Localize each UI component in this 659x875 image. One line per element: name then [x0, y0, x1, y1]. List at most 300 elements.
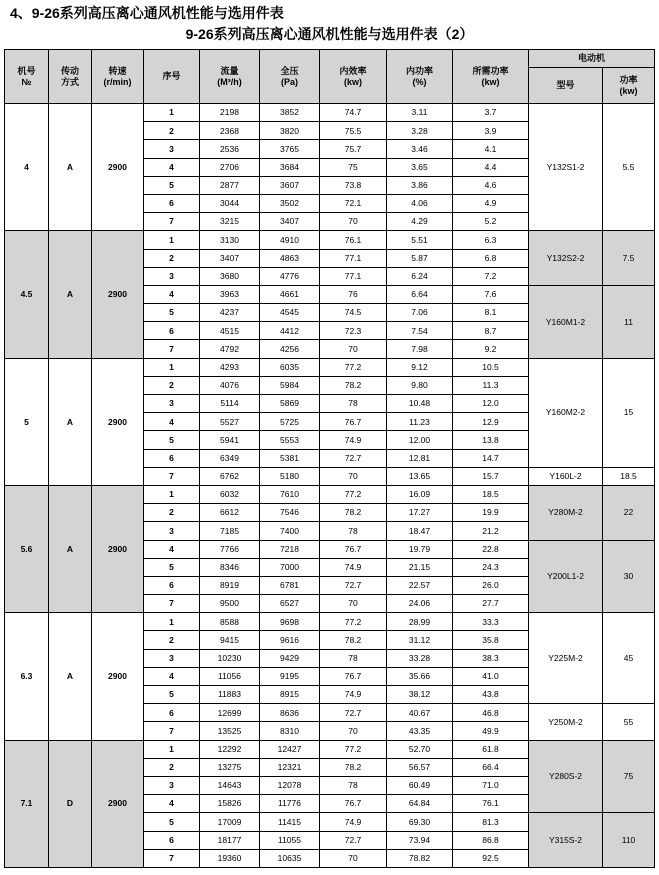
flow-cell: 5114: [200, 395, 260, 413]
model-no-cell: 4: [5, 104, 49, 231]
pressure-cell: 9698: [260, 613, 320, 631]
row-index: 6: [144, 576, 200, 594]
row-index: 6: [144, 449, 200, 467]
internal-power-cell: 6.64: [387, 285, 453, 303]
motor-model-cell: Y200L1-2: [529, 540, 603, 613]
flow-cell: 6762: [200, 467, 260, 485]
required-power-cell: 33.3: [453, 613, 529, 631]
required-power-cell: 4.4: [453, 158, 529, 176]
row-index: 1: [144, 485, 200, 503]
row-index: 3: [144, 395, 200, 413]
pressure-cell: 7546: [260, 504, 320, 522]
internal-efficiency-cell: 72.7: [320, 831, 387, 849]
internal-power-cell: 19.79: [387, 540, 453, 558]
motor-model-cell: Y225M-2: [529, 613, 603, 704]
pressure-cell: 3820: [260, 122, 320, 140]
motor-model-cell: Y315S-2: [529, 813, 603, 868]
flow-cell: 6349: [200, 449, 260, 467]
row-index: 7: [144, 467, 200, 485]
row-index: 5: [144, 176, 200, 194]
flow-cell: 18177: [200, 831, 260, 849]
motor-power-cell: 5.5: [603, 104, 655, 231]
flow-cell: 13525: [200, 722, 260, 740]
internal-efficiency-cell: 70: [320, 213, 387, 231]
pressure-cell: 4256: [260, 340, 320, 358]
table-row: [5, 231, 655, 249]
internal-power-cell: 73.94: [387, 831, 453, 849]
flow-cell: 3407: [200, 249, 260, 267]
required-power-cell: 5.2: [453, 213, 529, 231]
flow-cell: 15826: [200, 795, 260, 813]
internal-power-cell: 7.06: [387, 304, 453, 322]
required-power-cell: 71.0: [453, 776, 529, 794]
internal-power-cell: 24.06: [387, 595, 453, 613]
pressure-cell: 7400: [260, 522, 320, 540]
row-index: 5: [144, 304, 200, 322]
flow-cell: 6612: [200, 504, 260, 522]
flow-cell: 6032: [200, 485, 260, 503]
speed-cell: 2900: [92, 613, 144, 740]
internal-efficiency-cell: 78.2: [320, 376, 387, 394]
required-power-cell: 46.8: [453, 704, 529, 722]
internal-efficiency-cell: 72.7: [320, 449, 387, 467]
flow-cell: 9500: [200, 595, 260, 613]
row-index: 2: [144, 122, 200, 140]
required-power-cell: 6.8: [453, 249, 529, 267]
internal-efficiency-cell: 76: [320, 285, 387, 303]
row-index: 1: [144, 231, 200, 249]
flow-cell: 4237: [200, 304, 260, 322]
row-index: 2: [144, 249, 200, 267]
required-power-cell: 6.3: [453, 231, 529, 249]
pressure-cell: 8310: [260, 722, 320, 740]
internal-efficiency-cell: 78: [320, 776, 387, 794]
row-index: 3: [144, 776, 200, 794]
motor-power-cell: 110: [603, 813, 655, 868]
internal-efficiency-cell: 73.8: [320, 176, 387, 194]
header-internal-power: 内功率 (%): [387, 50, 453, 104]
motor-model-cell: Y280M-2: [529, 485, 603, 540]
table-row: [5, 358, 655, 376]
row-index: 4: [144, 667, 200, 685]
flow-cell: 8588: [200, 613, 260, 631]
internal-efficiency-cell: 70: [320, 849, 387, 867]
internal-efficiency-cell: 77.2: [320, 485, 387, 503]
internal-power-cell: 18.47: [387, 522, 453, 540]
row-index: 3: [144, 522, 200, 540]
drive-cell: A: [49, 613, 92, 740]
row-index: 7: [144, 595, 200, 613]
internal-power-cell: 7.98: [387, 340, 453, 358]
speed-cell: 2900: [92, 740, 144, 867]
internal-power-cell: 64.84: [387, 795, 453, 813]
speed-cell: 2900: [92, 358, 144, 485]
internal-efficiency-cell: 76.7: [320, 667, 387, 685]
row-index: 4: [144, 540, 200, 558]
flow-cell: 11056: [200, 667, 260, 685]
required-power-cell: 43.8: [453, 686, 529, 704]
internal-efficiency-cell: 74.9: [320, 813, 387, 831]
required-power-cell: 76.1: [453, 795, 529, 813]
row-index: 5: [144, 431, 200, 449]
internal-power-cell: 12.00: [387, 431, 453, 449]
row-index: 5: [144, 813, 200, 831]
internal-power-cell: 12.81: [387, 449, 453, 467]
model-no-cell: 5: [5, 358, 49, 485]
internal-efficiency-cell: 72.3: [320, 322, 387, 340]
pressure-cell: 10635: [260, 849, 320, 867]
required-power-cell: 81.3: [453, 813, 529, 831]
required-power-cell: 21.2: [453, 522, 529, 540]
internal-efficiency-cell: 77.1: [320, 267, 387, 285]
pressure-cell: 5869: [260, 395, 320, 413]
pressure-cell: 4545: [260, 304, 320, 322]
internal-efficiency-cell: 70: [320, 467, 387, 485]
motor-power-cell: 11: [603, 285, 655, 358]
internal-efficiency-cell: 76.7: [320, 413, 387, 431]
internal-efficiency-cell: 78: [320, 395, 387, 413]
flow-cell: 2198: [200, 104, 260, 122]
internal-efficiency-cell: 72.1: [320, 194, 387, 212]
motor-power-cell: 55: [603, 704, 655, 740]
header-flow: 流量 (M³/h): [200, 50, 260, 104]
internal-power-cell: 13.65: [387, 467, 453, 485]
internal-power-cell: 40.67: [387, 704, 453, 722]
flow-cell: 8346: [200, 558, 260, 576]
internal-power-cell: 4.29: [387, 213, 453, 231]
flow-cell: 10230: [200, 649, 260, 667]
flow-cell: 3963: [200, 285, 260, 303]
required-power-cell: 8.7: [453, 322, 529, 340]
internal-power-cell: 31.12: [387, 631, 453, 649]
internal-power-cell: 21.15: [387, 558, 453, 576]
internal-efficiency-cell: 77.1: [320, 249, 387, 267]
internal-efficiency-cell: 77.2: [320, 358, 387, 376]
motor-model-cell: Y132S1-2: [529, 104, 603, 231]
required-power-cell: 14.7: [453, 449, 529, 467]
flow-cell: 2368: [200, 122, 260, 140]
row-index: 1: [144, 613, 200, 631]
flow-cell: 2706: [200, 158, 260, 176]
flow-cell: 4792: [200, 340, 260, 358]
flow-cell: 5941: [200, 431, 260, 449]
row-index: 7: [144, 849, 200, 867]
required-power-cell: 35.8: [453, 631, 529, 649]
motor-model-cell: Y160M1-2: [529, 285, 603, 358]
pressure-cell: 9616: [260, 631, 320, 649]
required-power-cell: 3.9: [453, 122, 529, 140]
pressure-cell: 4863: [260, 249, 320, 267]
page-heading: 4、9-26系列高压离心通风机性能与选用件表: [10, 5, 284, 21]
internal-efficiency-cell: 74.7: [320, 104, 387, 122]
required-power-cell: 26.0: [453, 576, 529, 594]
internal-efficiency-cell: 75.5: [320, 122, 387, 140]
pressure-cell: 11415: [260, 813, 320, 831]
internal-power-cell: 17.27: [387, 504, 453, 522]
speed-cell: 2900: [92, 485, 144, 612]
required-power-cell: 38.3: [453, 649, 529, 667]
header-motor-power: 功率 (kw): [603, 68, 655, 104]
internal-efficiency-cell: 78.2: [320, 504, 387, 522]
internal-efficiency-cell: 75: [320, 158, 387, 176]
flow-cell: 7185: [200, 522, 260, 540]
internal-power-cell: 33.28: [387, 649, 453, 667]
internal-power-cell: 3.28: [387, 122, 453, 140]
flow-cell: 7766: [200, 540, 260, 558]
pressure-cell: 4412: [260, 322, 320, 340]
pressure-cell: 5553: [260, 431, 320, 449]
pressure-cell: 12321: [260, 758, 320, 776]
table-row: [5, 740, 655, 758]
flow-cell: 3680: [200, 267, 260, 285]
motor-power-cell: 22: [603, 485, 655, 540]
pressure-cell: 4910: [260, 231, 320, 249]
header-model-no: 机号 №: [5, 50, 49, 104]
internal-efficiency-cell: 78.2: [320, 758, 387, 776]
flow-cell: 3044: [200, 194, 260, 212]
required-power-cell: 3.7: [453, 104, 529, 122]
pressure-cell: 4776: [260, 267, 320, 285]
internal-power-cell: 5.51: [387, 231, 453, 249]
internal-efficiency-cell: 74.9: [320, 686, 387, 704]
required-power-cell: 8.1: [453, 304, 529, 322]
required-power-cell: 12.9: [453, 413, 529, 431]
table-title: 9-26系列高压离心通风机性能与选用件表（2）: [185, 26, 474, 42]
model-no-cell: 6.3: [5, 613, 49, 740]
internal-efficiency-cell: 70: [320, 722, 387, 740]
motor-power-cell: 15: [603, 358, 655, 467]
motor-power-cell: 18.5: [603, 467, 655, 485]
pressure-cell: 5381: [260, 449, 320, 467]
internal-efficiency-cell: 70: [320, 340, 387, 358]
row-index: 1: [144, 740, 200, 758]
pressure-cell: 7000: [260, 558, 320, 576]
required-power-cell: 10.5: [453, 358, 529, 376]
row-index: 6: [144, 322, 200, 340]
internal-power-cell: 7.54: [387, 322, 453, 340]
internal-power-cell: 22.57: [387, 576, 453, 594]
internal-efficiency-cell: 72.7: [320, 704, 387, 722]
internal-efficiency-cell: 76.7: [320, 540, 387, 558]
pressure-cell: 7610: [260, 485, 320, 503]
pressure-cell: 5725: [260, 413, 320, 431]
pressure-cell: 6781: [260, 576, 320, 594]
pressure-cell: 9195: [260, 667, 320, 685]
drive-cell: D: [49, 740, 92, 867]
drive-cell: A: [49, 485, 92, 612]
row-index: 3: [144, 140, 200, 158]
internal-power-cell: 11.23: [387, 413, 453, 431]
pressure-cell: 3684: [260, 158, 320, 176]
internal-power-cell: 4.06: [387, 194, 453, 212]
required-power-cell: 15.7: [453, 467, 529, 485]
internal-efficiency-cell: 77.2: [320, 613, 387, 631]
motor-power-cell: 75: [603, 740, 655, 813]
required-power-cell: 13.8: [453, 431, 529, 449]
pressure-cell: 3852: [260, 104, 320, 122]
pressure-cell: 8915: [260, 686, 320, 704]
row-index: 1: [144, 104, 200, 122]
header-speed: 转速 (r/min): [92, 50, 144, 104]
row-index: 4: [144, 285, 200, 303]
row-index: 5: [144, 686, 200, 704]
internal-efficiency-cell: 78: [320, 649, 387, 667]
flow-cell: 13275: [200, 758, 260, 776]
required-power-cell: 19.9: [453, 504, 529, 522]
flow-cell: 12292: [200, 740, 260, 758]
motor-power-cell: 7.5: [603, 231, 655, 286]
required-power-cell: 61.8: [453, 740, 529, 758]
pressure-cell: 3407: [260, 213, 320, 231]
pressure-cell: 11776: [260, 795, 320, 813]
required-power-cell: 86.8: [453, 831, 529, 849]
internal-efficiency-cell: 78.2: [320, 631, 387, 649]
fan-performance-table: [4, 49, 655, 868]
required-power-cell: 4.1: [453, 140, 529, 158]
required-power-cell: 92.5: [453, 849, 529, 867]
internal-power-cell: 69.30: [387, 813, 453, 831]
header-internal-efficiency: 内效率 (kw): [320, 50, 387, 104]
model-no-cell: 7.1: [5, 740, 49, 867]
required-power-cell: 7.2: [453, 267, 529, 285]
flow-cell: 4076: [200, 376, 260, 394]
pressure-cell: 3502: [260, 194, 320, 212]
internal-power-cell: 3.46: [387, 140, 453, 158]
required-power-cell: 11.3: [453, 376, 529, 394]
internal-power-cell: 5.87: [387, 249, 453, 267]
row-index: 1: [144, 358, 200, 376]
pressure-cell: 6035: [260, 358, 320, 376]
row-index: 7: [144, 340, 200, 358]
required-power-cell: 27.7: [453, 595, 529, 613]
row-index: 2: [144, 631, 200, 649]
internal-power-cell: 3.86: [387, 176, 453, 194]
internal-power-cell: 38.12: [387, 686, 453, 704]
row-index: 7: [144, 722, 200, 740]
header-index: 序号: [144, 50, 200, 104]
internal-efficiency-cell: 74.9: [320, 558, 387, 576]
motor-model-cell: Y160L-2: [529, 467, 603, 485]
flow-cell: 3130: [200, 231, 260, 249]
flow-cell: 11883: [200, 686, 260, 704]
flow-cell: 8919: [200, 576, 260, 594]
flow-cell: 2536: [200, 140, 260, 158]
pressure-cell: 6527: [260, 595, 320, 613]
internal-efficiency-cell: 76.1: [320, 231, 387, 249]
table-row: [5, 485, 655, 503]
speed-cell: 2900: [92, 104, 144, 231]
required-power-cell: 66.4: [453, 758, 529, 776]
internal-efficiency-cell: 77.2: [320, 740, 387, 758]
pressure-cell: 8636: [260, 704, 320, 722]
internal-power-cell: 3.11: [387, 104, 453, 122]
flow-cell: 2877: [200, 176, 260, 194]
flow-cell: 5527: [200, 413, 260, 431]
flow-cell: 17009: [200, 813, 260, 831]
internal-power-cell: 9.80: [387, 376, 453, 394]
pressure-cell: 4661: [260, 285, 320, 303]
internal-efficiency-cell: 78: [320, 522, 387, 540]
speed-cell: 2900: [92, 231, 144, 358]
drive-cell: A: [49, 231, 92, 358]
internal-efficiency-cell: 70: [320, 595, 387, 613]
required-power-cell: 22.8: [453, 540, 529, 558]
motor-power-cell: 45: [603, 613, 655, 704]
drive-cell: A: [49, 104, 92, 231]
internal-efficiency-cell: 74.5: [320, 304, 387, 322]
row-index: 2: [144, 504, 200, 522]
internal-power-cell: 6.24: [387, 267, 453, 285]
internal-power-cell: 10.48: [387, 395, 453, 413]
motor-model-cell: Y280S-2: [529, 740, 603, 813]
table-row: [5, 104, 655, 122]
internal-power-cell: 52.70: [387, 740, 453, 758]
row-index: 2: [144, 376, 200, 394]
flow-cell: 3215: [200, 213, 260, 231]
flow-cell: 4515: [200, 322, 260, 340]
header-pressure: 全压 (Pa): [260, 50, 320, 104]
pressure-cell: 7218: [260, 540, 320, 558]
required-power-cell: 4.9: [453, 194, 529, 212]
required-power-cell: 24.3: [453, 558, 529, 576]
row-index: 4: [144, 795, 200, 813]
internal-efficiency-cell: 72.7: [320, 576, 387, 594]
pressure-cell: 12427: [260, 740, 320, 758]
header-drive: 传动 方式: [49, 50, 92, 104]
row-index: 4: [144, 413, 200, 431]
row-index: 3: [144, 649, 200, 667]
flow-cell: 12699: [200, 704, 260, 722]
motor-model-cell: Y132S2-2: [529, 231, 603, 286]
internal-efficiency-cell: 75.7: [320, 140, 387, 158]
row-index: 7: [144, 213, 200, 231]
required-power-cell: 7.6: [453, 285, 529, 303]
motor-power-cell: 30: [603, 540, 655, 613]
row-index: 2: [144, 758, 200, 776]
row-index: 5: [144, 558, 200, 576]
row-index: 6: [144, 704, 200, 722]
required-power-cell: 12.0: [453, 395, 529, 413]
flow-cell: 4293: [200, 358, 260, 376]
pressure-cell: 12078: [260, 776, 320, 794]
flow-cell: 9415: [200, 631, 260, 649]
row-index: 6: [144, 831, 200, 849]
flow-cell: 19360: [200, 849, 260, 867]
pressure-cell: 11055: [260, 831, 320, 849]
required-power-cell: 18.5: [453, 485, 529, 503]
required-power-cell: 4.6: [453, 176, 529, 194]
internal-efficiency-cell: 74.9: [320, 431, 387, 449]
row-index: 4: [144, 158, 200, 176]
header-required-power: 所需功率 (kw): [453, 50, 529, 104]
internal-efficiency-cell: 76.7: [320, 795, 387, 813]
header-motor-group: 电动机: [529, 50, 655, 68]
table-row: [5, 613, 655, 631]
internal-power-cell: 3.65: [387, 158, 453, 176]
internal-power-cell: 60.49: [387, 776, 453, 794]
row-index: 3: [144, 267, 200, 285]
required-power-cell: 41.0: [453, 667, 529, 685]
pressure-cell: 9429: [260, 649, 320, 667]
required-power-cell: 49.9: [453, 722, 529, 740]
internal-power-cell: 16.09: [387, 485, 453, 503]
required-power-cell: 9.2: [453, 340, 529, 358]
internal-power-cell: 35.66: [387, 667, 453, 685]
internal-power-cell: 28.99: [387, 613, 453, 631]
internal-power-cell: 78.82: [387, 849, 453, 867]
pressure-cell: 3765: [260, 140, 320, 158]
model-no-cell: 5.6: [5, 485, 49, 612]
